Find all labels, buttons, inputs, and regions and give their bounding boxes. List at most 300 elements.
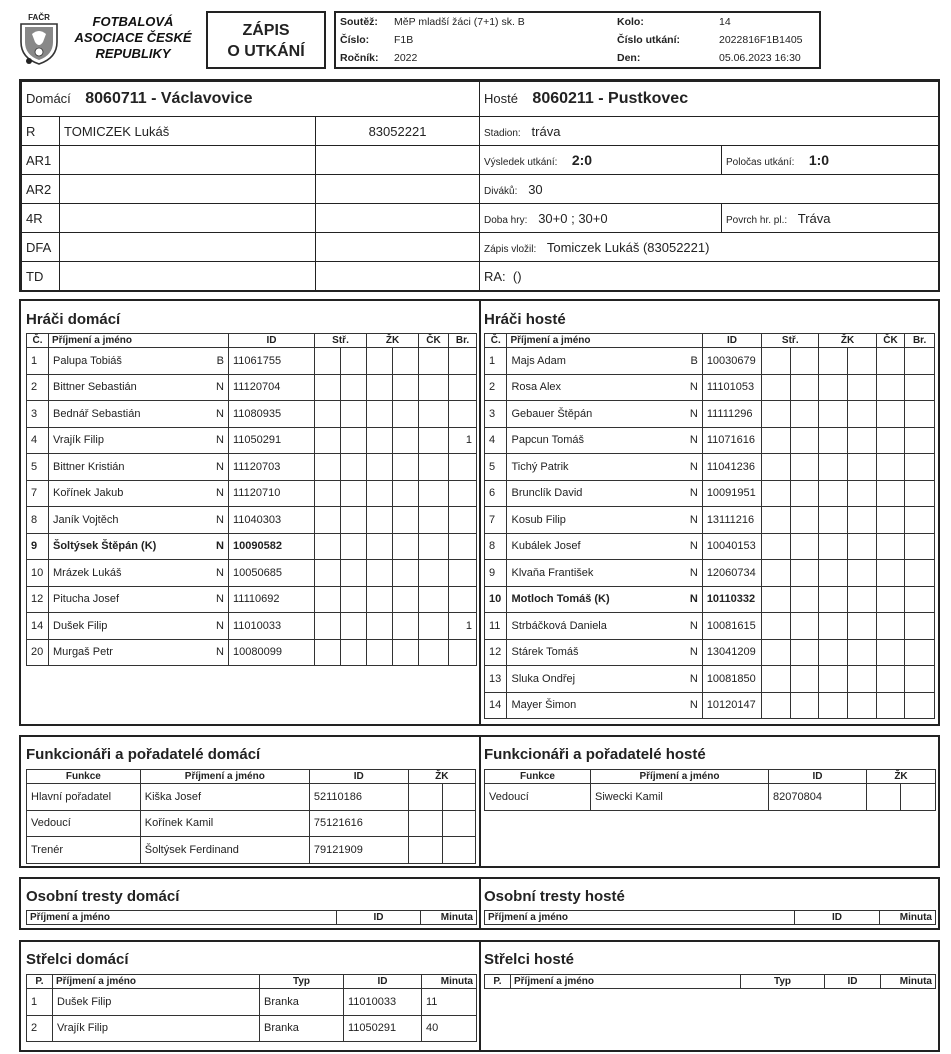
functionary-role: Trenér — [27, 837, 141, 864]
player-id: 10030679 — [702, 348, 761, 375]
away-scorers-title: Střelci hosté — [484, 951, 575, 968]
player-flag: N — [216, 593, 224, 606]
player-card-cell — [367, 586, 393, 613]
player-name-cell — [49, 613, 229, 640]
player-card-cell — [848, 427, 877, 454]
player-id: 11071616 — [702, 427, 761, 454]
player-name: Rosa Alex — [511, 381, 562, 394]
document-header — [0, 0, 951, 75]
functionary-row — [27, 837, 476, 864]
player-card-cell — [367, 480, 393, 507]
player-card-cell — [762, 374, 791, 401]
duration-value: 30+0 ; 30+0 — [538, 210, 608, 226]
player-card-cell — [762, 348, 791, 375]
player-card-cell — [790, 507, 819, 534]
functionary-zk — [442, 810, 475, 837]
player-ck — [419, 586, 449, 613]
player-row — [485, 480, 935, 507]
player-ck — [419, 639, 449, 666]
player-card-cell — [790, 586, 819, 613]
away-functionaries-title: Funkcionáři a pořadatelé hosté — [484, 746, 706, 763]
player-card-cell — [762, 560, 791, 587]
player-name-cell — [507, 507, 702, 534]
player-row — [27, 454, 477, 481]
official-role: DFA — [22, 233, 60, 262]
col-name: Příjmení a jméno — [53, 975, 260, 989]
home-penalties-table — [26, 910, 477, 925]
home-penalties-title: Osobní tresty domácí — [26, 888, 180, 905]
player-card-cell — [367, 348, 393, 375]
player-number: 7 — [485, 507, 507, 534]
ra-cell — [480, 262, 939, 291]
player-name-cell — [49, 560, 229, 587]
away-players-rows — [485, 348, 935, 719]
player-card-cell — [315, 401, 341, 428]
player-card-cell — [762, 666, 791, 693]
player-ck — [876, 374, 905, 401]
functionaries-divider — [479, 737, 481, 866]
player-id: 10040153 — [702, 533, 761, 560]
player-card-cell — [819, 639, 848, 666]
player-row — [27, 560, 477, 587]
player-card-cell — [393, 586, 419, 613]
player-card-cell — [341, 560, 367, 587]
player-id: 10081850 — [702, 666, 761, 693]
player-card-cell — [393, 480, 419, 507]
official-role: AR2 — [22, 175, 60, 204]
player-card-cell — [762, 613, 791, 640]
halftime-value: 1:0 — [808, 152, 830, 168]
home-functionaries-table — [26, 769, 476, 864]
player-card-cell — [762, 454, 791, 481]
home-team-cell — [22, 82, 480, 117]
official-role: R — [22, 117, 60, 146]
official-name: TOMICZEK Lukáš — [60, 117, 316, 146]
player-id: 10091951 — [702, 480, 761, 507]
col-minute: Minuta — [881, 975, 936, 989]
col-minute: Minuta — [421, 911, 477, 925]
away-penalties-title: Osobní tresty hosté — [484, 888, 625, 905]
player-name-cell — [507, 480, 702, 507]
player-id: 12060734 — [702, 560, 761, 587]
functionary-role: Hlavní pořadatel — [27, 784, 141, 811]
player-name: Palupa Tobiáš — [53, 354, 122, 367]
col-p: P. — [485, 975, 511, 989]
col-id: ID — [344, 975, 422, 989]
penalties-section — [19, 877, 940, 930]
player-id: 13041209 — [702, 639, 761, 666]
player-card-cell — [341, 507, 367, 534]
player-goals — [449, 533, 477, 560]
player-card-cell — [819, 666, 848, 693]
player-card-cell — [848, 533, 877, 560]
players-section — [19, 299, 940, 726]
col-name: Příjmení a jméno — [507, 334, 702, 348]
player-flag: N — [689, 513, 698, 526]
player-name: Kořínek Jakub — [53, 487, 124, 500]
player-id: 10090582 — [229, 533, 315, 560]
player-flag: N — [216, 381, 224, 394]
player-name: Gebauer Štěpán — [511, 407, 593, 420]
col-zk: ŽK — [367, 334, 419, 348]
player-name-cell — [507, 374, 702, 401]
col-ck: ČK — [419, 334, 449, 348]
competition-label: Soutěž: — [340, 16, 378, 28]
player-card-cell — [341, 454, 367, 481]
player-name-cell — [507, 560, 702, 587]
player-number: 13 — [485, 666, 507, 693]
player-goals: 1 — [449, 613, 477, 640]
player-goals — [905, 401, 935, 428]
player-card-cell — [393, 639, 419, 666]
player-card-cell — [393, 533, 419, 560]
player-card-cell — [393, 613, 419, 640]
player-row — [27, 348, 477, 375]
functionary-zk — [442, 837, 475, 864]
home-players-title: Hráči domácí — [26, 311, 121, 328]
functionary-id: 79121909 — [309, 837, 408, 864]
player-id: 11040303 — [229, 507, 315, 534]
player-card-cell — [393, 348, 419, 375]
player-card-cell — [762, 507, 791, 534]
player-goals — [905, 348, 935, 375]
player-row — [485, 348, 935, 375]
player-flag: N — [689, 540, 698, 553]
player-id: 11111296 — [702, 401, 761, 428]
player-card-cell — [790, 639, 819, 666]
player-card-cell — [341, 348, 367, 375]
player-name: Murgaš Petr — [53, 646, 113, 659]
ra-label: RA: — [484, 268, 506, 284]
stadium-cell — [480, 117, 939, 146]
official-name — [60, 204, 316, 233]
player-row — [485, 533, 935, 560]
player-flag: N — [689, 619, 698, 632]
result-cell — [480, 146, 722, 175]
match-info-table — [21, 81, 939, 291]
player-number: 7 — [27, 480, 49, 507]
player-id: 11120703 — [229, 454, 315, 481]
player-row — [485, 507, 935, 534]
player-name-cell — [507, 533, 702, 560]
player-number: 12 — [27, 586, 49, 613]
col-name: Příjmení a jméno — [511, 975, 741, 989]
functionary-row — [485, 784, 936, 811]
player-card-cell — [393, 507, 419, 534]
spectators-value: 30 — [528, 181, 543, 197]
scorers-section — [19, 940, 940, 1052]
official-role: TD — [22, 262, 60, 291]
halftime-cell — [722, 146, 939, 175]
player-card-cell — [762, 480, 791, 507]
player-card-cell — [848, 639, 877, 666]
scorer-order: 2 — [27, 1015, 53, 1042]
player-card-cell — [393, 560, 419, 587]
result-value: 2:0 — [571, 152, 593, 168]
players-divider — [479, 301, 481, 724]
player-ck — [419, 480, 449, 507]
col-zk: ŽK — [819, 334, 876, 348]
player-card-cell — [762, 427, 791, 454]
competition-value: MěP mladší žáci (7+1) sk. B — [394, 16, 525, 28]
player-name: Mrázek Lukáš — [53, 566, 122, 579]
col-ck: ČK — [876, 334, 905, 348]
round-label: Kolo: — [617, 16, 644, 28]
player-card-cell — [315, 480, 341, 507]
surface-value: Tráva — [797, 210, 831, 226]
player-name: Pitucha Josef — [53, 593, 120, 606]
functionary-row — [27, 784, 476, 811]
official-role: 4R — [22, 204, 60, 233]
functionary-name: Kořínek Kamil — [140, 810, 309, 837]
player-card-cell — [819, 348, 848, 375]
official-id — [316, 262, 480, 291]
player-flag: B — [690, 354, 698, 367]
player-card-cell — [790, 480, 819, 507]
functionary-zk — [442, 784, 475, 811]
player-ck — [876, 639, 905, 666]
association-name — [66, 14, 200, 62]
player-card-cell — [762, 692, 791, 719]
player-row — [485, 560, 935, 587]
player-ck — [876, 586, 905, 613]
match-info-section — [19, 79, 940, 292]
year-value: 2022 — [394, 52, 418, 64]
player-flag: N — [689, 593, 698, 606]
duration-cell — [480, 204, 722, 233]
player-name-cell — [507, 427, 702, 454]
player-card-cell — [315, 639, 341, 666]
player-name: Tichý Patrik — [511, 460, 569, 473]
player-name-cell — [507, 401, 702, 428]
functionary-name: Šoltýsek Ferdinand — [140, 837, 309, 864]
player-number: 9 — [27, 533, 49, 560]
scorer-row — [27, 1015, 477, 1042]
col-no: Č. — [485, 334, 507, 348]
home-functionaries-rows — [27, 784, 476, 864]
player-number: 20 — [27, 639, 49, 666]
player-row — [485, 613, 935, 640]
col-name: Příjmení a jméno — [591, 770, 769, 784]
col-id: ID — [825, 975, 881, 989]
match-meta-box — [334, 11, 821, 69]
player-number: 10 — [27, 560, 49, 587]
official-name — [60, 233, 316, 262]
col-p: P. — [27, 975, 53, 989]
col-str: Stř. — [762, 334, 819, 348]
association-line-2: ASOCIACE ČESKÉ — [74, 30, 192, 45]
player-name: Vrajík Filip — [53, 434, 104, 447]
player-ck — [876, 427, 905, 454]
player-id: 11041236 — [702, 454, 761, 481]
player-row — [27, 427, 477, 454]
player-name-cell — [507, 692, 702, 719]
player-number: 5 — [27, 454, 49, 481]
functionary-role: Vedoucí — [27, 810, 141, 837]
player-name-cell — [507, 586, 702, 613]
player-card-cell — [819, 454, 848, 481]
player-name: Klvaňa František — [511, 566, 594, 579]
player-goals — [905, 480, 935, 507]
scorer-row — [27, 989, 477, 1016]
player-card-cell — [848, 692, 877, 719]
player-name: Janík Vojtěch — [53, 513, 119, 526]
col-no: Č. — [27, 334, 49, 348]
player-name: Sluka Ondřej — [511, 672, 576, 685]
player-ck — [419, 374, 449, 401]
round-value: 14 — [719, 16, 731, 28]
player-ck — [419, 427, 449, 454]
scorer-type: Branka — [260, 989, 344, 1016]
player-name-cell — [49, 480, 229, 507]
player-card-cell — [367, 560, 393, 587]
halftime-label: Poločas utkání: — [726, 157, 795, 168]
player-ck — [876, 507, 905, 534]
player-name-cell — [49, 454, 229, 481]
official-role: AR1 — [22, 146, 60, 175]
col-minute: Minuta — [880, 911, 936, 925]
player-number: 2 — [485, 374, 507, 401]
player-ck — [876, 348, 905, 375]
col-id: ID — [702, 334, 761, 348]
col-role: Funkce — [27, 770, 141, 784]
player-goals — [905, 507, 935, 534]
player-goals — [905, 613, 935, 640]
functionary-row — [27, 810, 476, 837]
player-number: 2 — [27, 374, 49, 401]
player-row — [27, 639, 477, 666]
entered-by-value: Tomiczek Lukáš (83052221) — [546, 239, 710, 255]
player-name: Brunclík David — [511, 487, 583, 500]
player-card-cell — [819, 533, 848, 560]
player-goals — [905, 560, 935, 587]
col-zk: ŽK — [867, 770, 936, 784]
player-flag: N — [216, 646, 224, 659]
player-card-cell — [819, 427, 848, 454]
player-ck — [876, 692, 905, 719]
player-ck — [419, 560, 449, 587]
player-card-cell — [762, 533, 791, 560]
player-number: 14 — [485, 692, 507, 719]
player-ck — [876, 480, 905, 507]
stadium-label: Stadion: — [484, 127, 521, 139]
player-goals — [449, 560, 477, 587]
functionary-zk — [408, 810, 442, 837]
player-card-cell — [315, 507, 341, 534]
player-card-cell — [367, 613, 393, 640]
player-name: Mayer Šimon — [511, 699, 577, 712]
player-card-cell — [762, 639, 791, 666]
player-number: 4 — [485, 427, 507, 454]
player-card-cell — [341, 533, 367, 560]
player-card-cell — [341, 480, 367, 507]
player-id: 11110692 — [229, 586, 315, 613]
player-card-cell — [848, 348, 877, 375]
player-number: 9 — [485, 560, 507, 587]
player-ck — [876, 613, 905, 640]
player-number: 8 — [27, 507, 49, 534]
player-row — [27, 586, 477, 613]
document-title-line-1: ZÁPIS — [242, 22, 290, 39]
col-id: ID — [337, 911, 421, 925]
col-id: ID — [795, 911, 880, 925]
player-row — [27, 613, 477, 640]
duration-label: Doba hry: — [484, 214, 528, 226]
player-card-cell — [790, 427, 819, 454]
player-id: 11120710 — [229, 480, 315, 507]
player-card-cell — [341, 639, 367, 666]
player-card-cell — [367, 507, 393, 534]
player-card-cell — [848, 613, 877, 640]
player-id: 11010033 — [229, 613, 315, 640]
player-ck — [419, 533, 449, 560]
player-goals — [905, 533, 935, 560]
functionary-zk — [901, 784, 936, 811]
player-name-cell — [49, 427, 229, 454]
player-card-cell — [819, 480, 848, 507]
player-number: 1 — [485, 348, 507, 375]
player-flag: B — [216, 354, 224, 367]
col-br: Br. — [905, 334, 935, 348]
association-line-3: REPUBLIKY — [95, 46, 171, 61]
player-card-cell — [341, 427, 367, 454]
player-flag: N — [689, 566, 698, 579]
player-flag: N — [689, 672, 698, 685]
col-br: Br. — [449, 334, 477, 348]
number-value: F1B — [394, 34, 414, 46]
away-team-name: 8060211 - Pustkovec — [532, 90, 689, 107]
away-team-cell — [480, 82, 939, 117]
player-name: Bednář Sebastián — [53, 407, 141, 420]
player-flag: N — [689, 646, 698, 659]
col-id: ID — [769, 770, 867, 784]
player-card-cell — [790, 374, 819, 401]
player-name-cell — [49, 639, 229, 666]
player-name-cell — [507, 348, 702, 375]
player-row — [27, 480, 477, 507]
number-label: Číslo: — [340, 34, 370, 46]
player-ck — [876, 454, 905, 481]
player-card-cell — [315, 613, 341, 640]
player-card-cell — [762, 586, 791, 613]
player-row — [27, 401, 477, 428]
player-name: Dušek Filip — [53, 619, 108, 632]
player-goals — [905, 427, 935, 454]
player-card-cell — [315, 348, 341, 375]
player-card-cell — [367, 454, 393, 481]
scorer-name: Dušek Filip — [53, 989, 260, 1016]
player-card-cell — [848, 666, 877, 693]
player-name: Bittner Sebastián — [53, 381, 137, 394]
player-name: Šoltýsek Štěpán (K) — [53, 540, 157, 553]
player-id: 10120147 — [702, 692, 761, 719]
player-card-cell — [315, 374, 341, 401]
functionary-name: Kiška Josef — [140, 784, 309, 811]
player-card-cell — [762, 401, 791, 428]
scorer-type: Branka — [260, 1015, 344, 1042]
player-card-cell — [790, 348, 819, 375]
away-functionaries-table — [484, 769, 936, 811]
col-id: ID — [229, 334, 315, 348]
official-name — [60, 146, 316, 175]
scorer-order: 1 — [27, 989, 53, 1016]
player-name: Strbáčková Daniela — [511, 619, 607, 632]
col-name: Příjmení a jméno — [49, 334, 229, 348]
player-card-cell — [315, 454, 341, 481]
player-card-cell — [393, 401, 419, 428]
player-number: 6 — [485, 480, 507, 507]
player-flag: N — [216, 619, 224, 632]
